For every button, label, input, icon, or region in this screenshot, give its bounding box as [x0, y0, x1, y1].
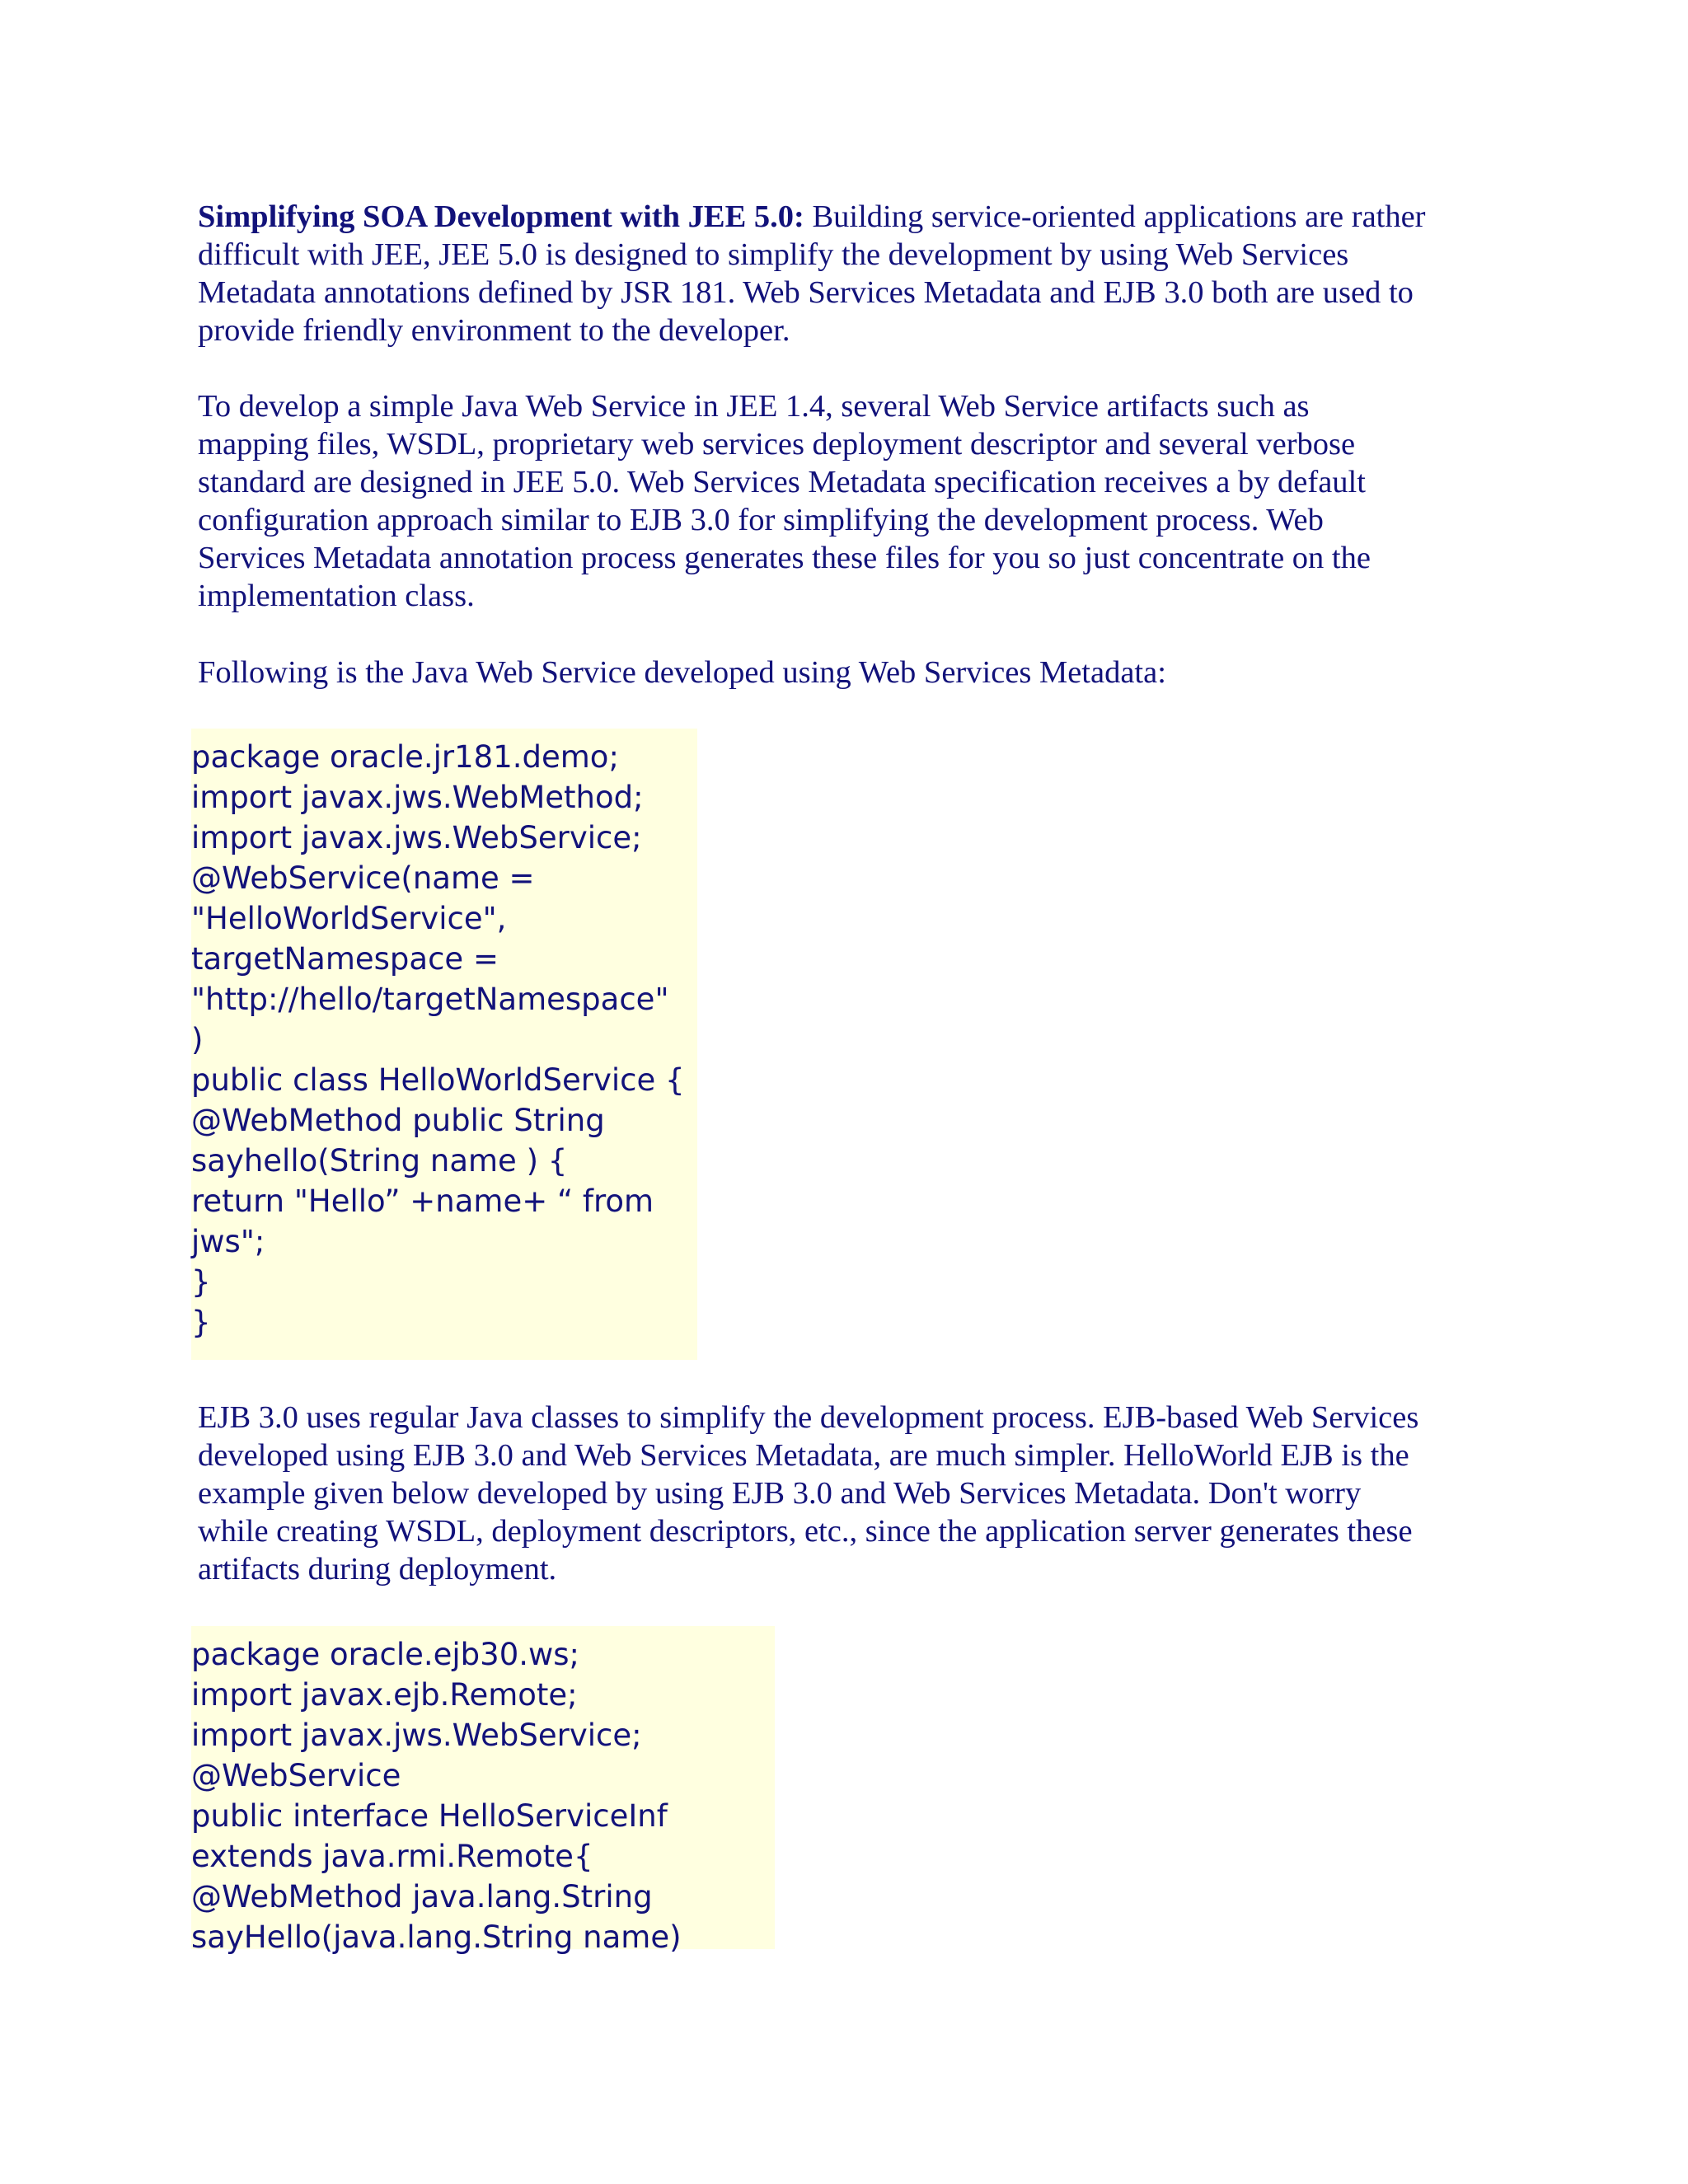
code1-line: @WebMethod public String: [191, 1103, 605, 1138]
ejb30-line-4: while creating WSDL, deployment descriptors, etc., since the application server generates these: [198, 1514, 1413, 1549]
jee14-line-6: implementation class.: [198, 579, 475, 613]
code2-line: @WebService: [191, 1758, 401, 1793]
jee14-line-2: mapping files, WSDL, proprietary web services deployment descriptor and several verbose: [198, 427, 1356, 462]
code-block-helloworld-service: [191, 729, 697, 1360]
ejb30-line-5: artifacts during deployment.: [198, 1552, 557, 1586]
intro-paragraph: [198, 198, 1517, 349]
code1-line: "http://hello/targetNamespace": [191, 982, 669, 1017]
jee14-line-4: configuration approach similar to EJB 3.0 for simplifying the development process. Web: [198, 503, 1324, 537]
code1-line: ): [191, 1022, 204, 1057]
code2-line: extends java.rmi.Remote{: [191, 1839, 593, 1874]
code1-line: jws";: [191, 1224, 265, 1259]
code2-line: import javax.ejb.Remote;: [191, 1677, 578, 1713]
code2-line: import javax.jws.WebService;: [191, 1718, 642, 1753]
code1-line: import javax.jws.WebService;: [191, 820, 642, 855]
code1-line: import javax.jws.WebMethod;: [191, 780, 644, 815]
code1-line: package oracle.jr181.demo;: [191, 739, 619, 775]
code1-line: public class HelloWorldService {: [191, 1062, 685, 1098]
code1-line: }: [191, 1305, 211, 1340]
following-line: Following is the Java Web Service developed using Web Services Metadata:: [198, 655, 1166, 690]
code-block-hello-service-inf: [191, 1626, 775, 1955]
intro-line-2: difficult with JEE, JEE 5.0 is designed to simplify the development by using Web Services: [198, 237, 1349, 272]
intro-line-3: Metadata annotations defined by JSR 181. Web Services Metadata and EJB 3.0 both are used to: [198, 275, 1414, 310]
jee14-line-1: To develop a simple Java Web Service in JEE 1.4, several Web Service artifacts such as: [198, 389, 1310, 424]
code2-line: sayHello(java.lang.String name): [191, 1919, 682, 1955]
ejb30-line-3: example given below developed by using EJB 3.0 and Web Services Metadata. Don't worry: [198, 1476, 1362, 1511]
jee14-paragraph: [198, 387, 1517, 615]
code2-line: public interface HelloServiceInf: [191, 1798, 668, 1834]
intro-heading: Simplifying SOA Development with JEE 5.0:: [198, 199, 804, 234]
intro-line-1: Building service-oriented applications are rather: [804, 199, 1426, 234]
code1-line: targetNamespace =: [191, 941, 499, 977]
code1-line: "HelloWorldService",: [191, 901, 507, 936]
intro-line-4: provide friendly environment to the developer.: [198, 313, 790, 348]
code1-line: }: [191, 1264, 211, 1300]
following-paragraph: [198, 654, 1517, 691]
code1-line: @WebService(name =: [191, 860, 535, 896]
ejb30-line-2: developed using EJB 3.0 and Web Services Metadata, are much simpler. HelloWorld EJB is the: [198, 1438, 1409, 1473]
jee14-line-3: standard are designed in JEE 5.0. Web Services Metadata specification receives a by default: [198, 465, 1366, 499]
code1-line: return "Hello” +name+ “ from: [191, 1183, 654, 1219]
code1-line: sayhello(String name ) {: [191, 1143, 568, 1179]
code2-line: package oracle.ejb30.ws;: [191, 1637, 580, 1672]
ejb30-paragraph: [198, 1399, 1517, 1588]
ejb30-line-1: EJB 3.0 uses regular Java classes to simplify the development process. EJB-based Web Services: [198, 1400, 1419, 1435]
code2-line: @WebMethod java.lang.String: [191, 1879, 653, 1915]
jee14-line-5: Services Metadata annotation process generates these files for you so just concentrate on the: [198, 541, 1371, 575]
